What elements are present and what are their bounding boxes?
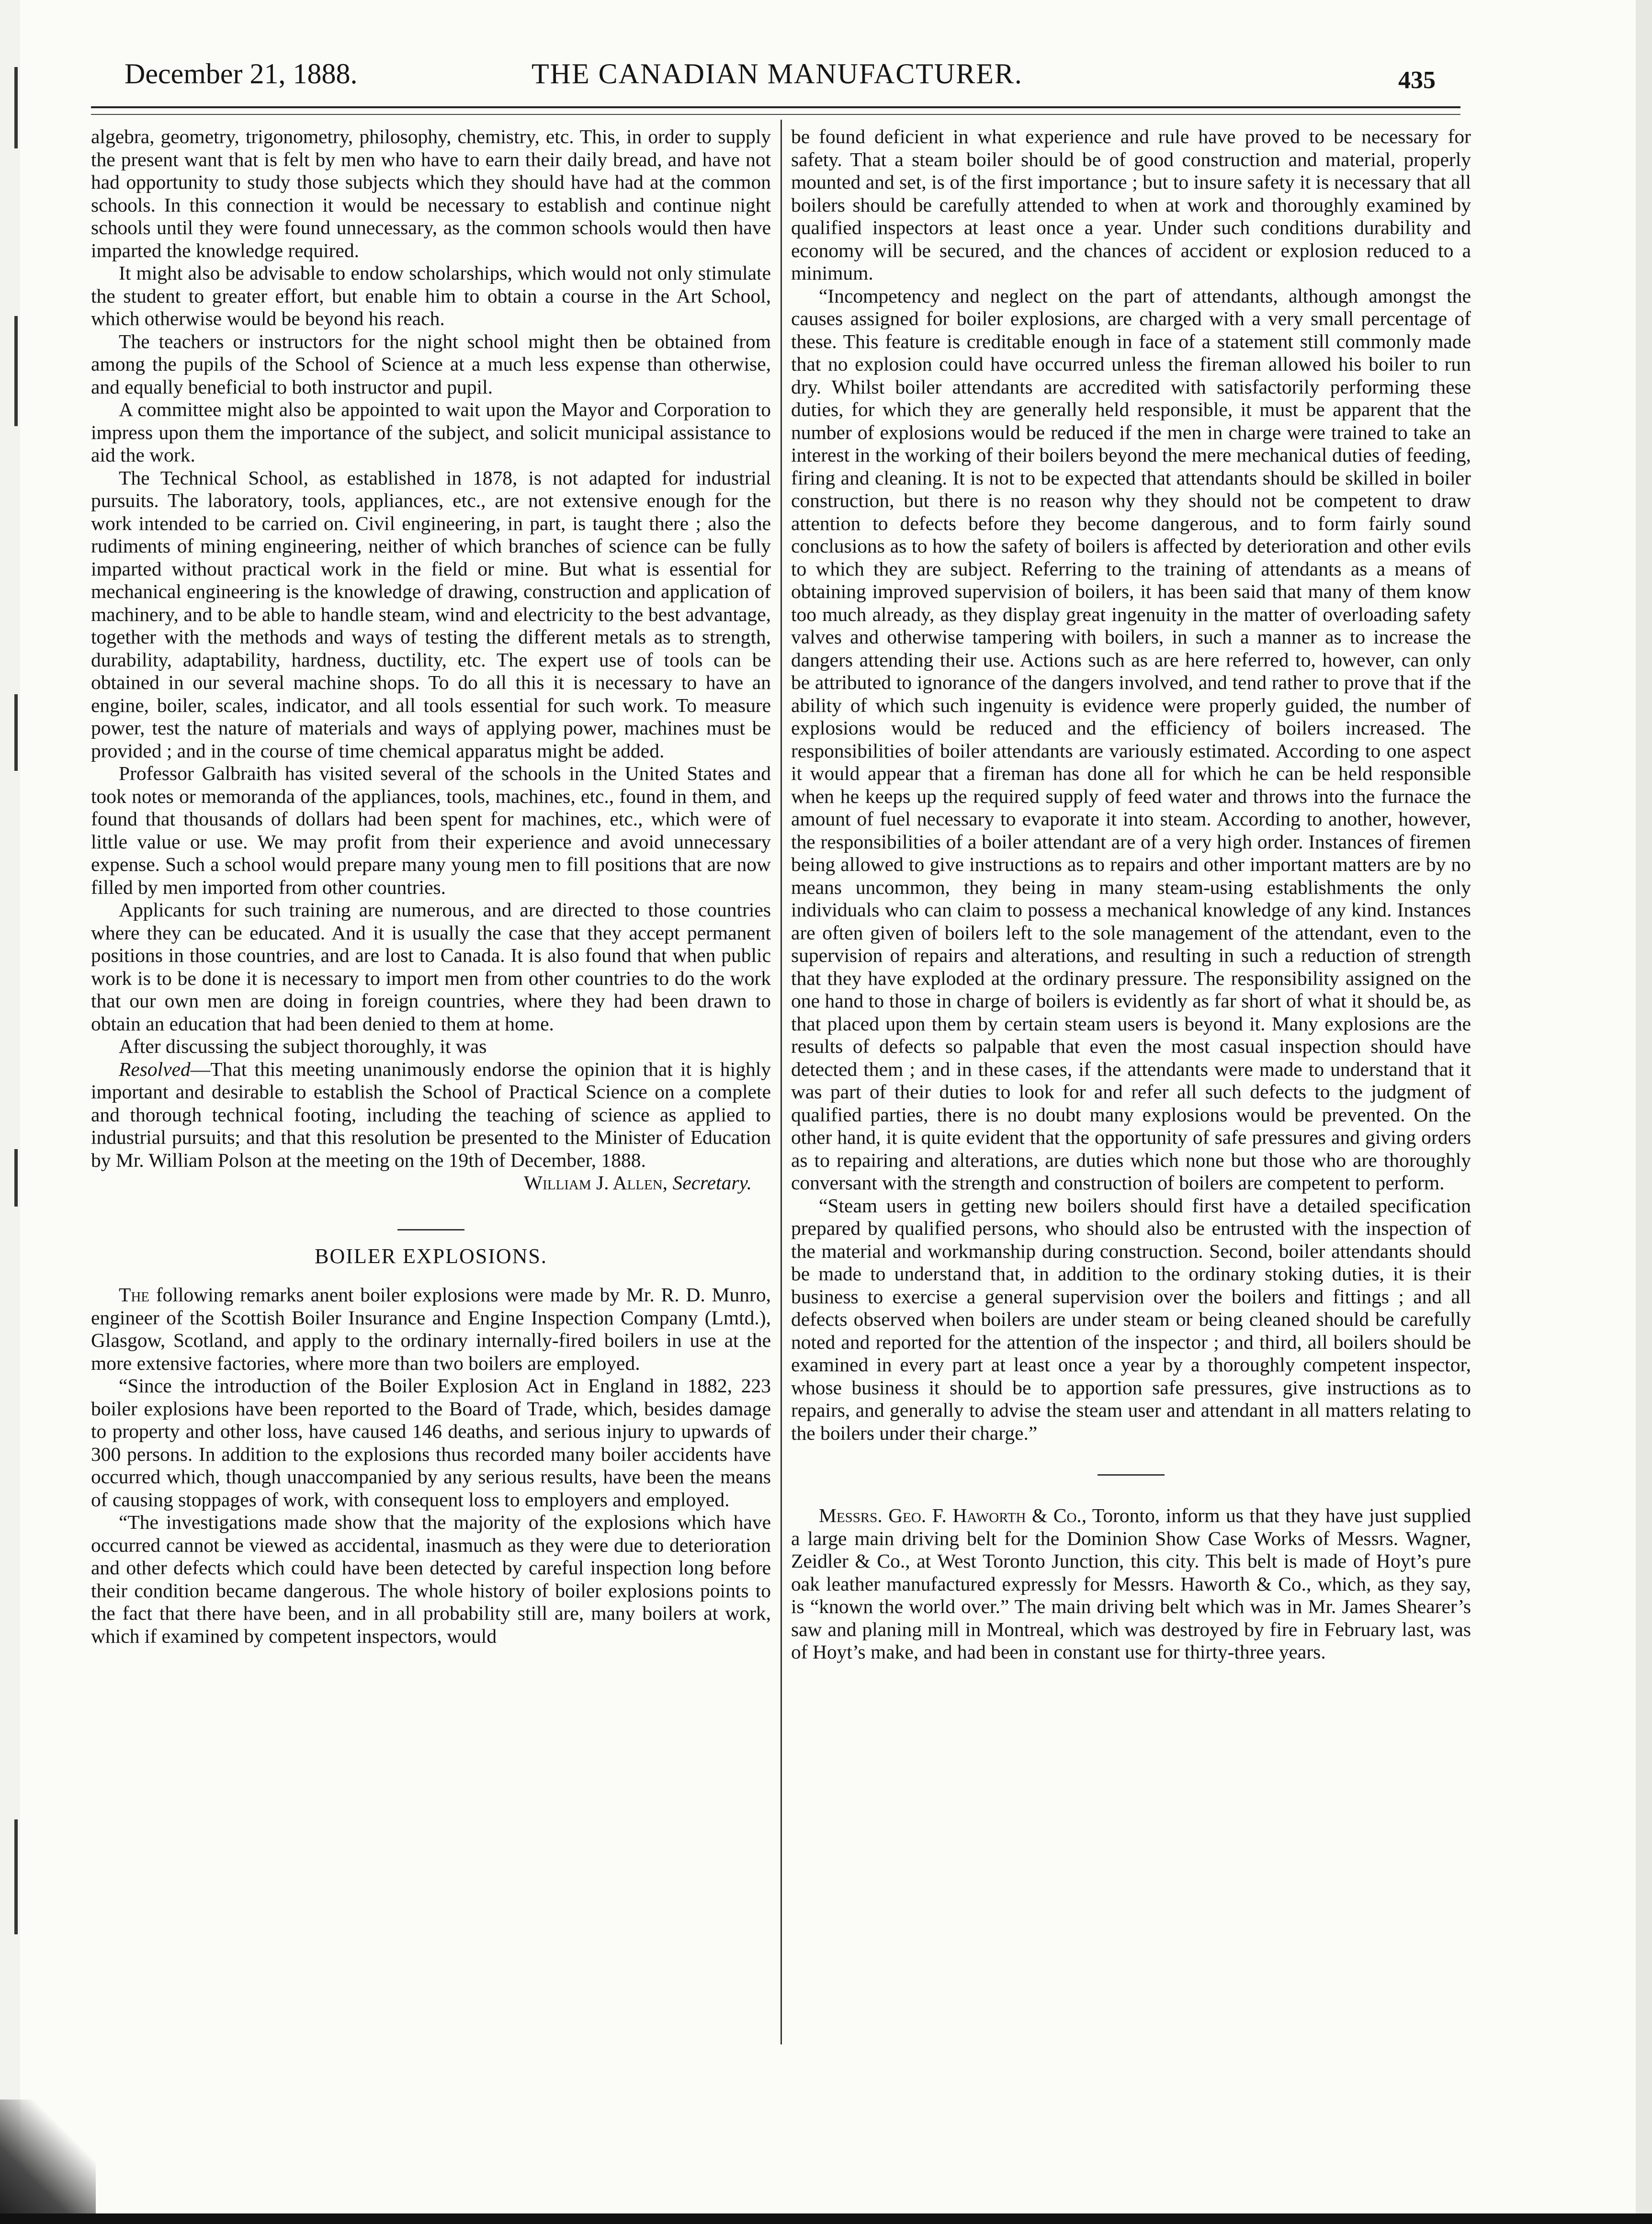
boiler-intro-text: following remarks anent boiler explosions were made by Mr. R. D. Munro, engineer of the Scottish Boiler Insurance and Engine Inspection Company (Lmtd.), Glasgow, Scotland, and apply to the ordinary internally-fired boilers in use at the more extensive factories, where more than two boilers are employed.	[91, 1284, 771, 1374]
article-paragraph: algebra, geometry, trigonometry, philosophy, chemistry, etc. This, in order to supply the present want that is felt by men who have to earn their daily bread, and have not had opportunity to study those subjects which they should have had at the common schools. In this connection it would be necessary to establish and continue night schools until they were found unnecessary, as the common schools would then have imparted the knowledge required.	[91, 125, 771, 261]
section-separator	[397, 1229, 464, 1231]
boiler-paragraph: “Since the introduction of the Boiler Explosion Act in England in 1882, 223 boiler explosions have been reported to the Board of Trade, which, besides damage to property and other loss, have caused 146 deaths, and serious injury to upwards of 300 persons. In addition to the explosions thus recorded many boiler accidents have occurred which, though unaccompanied by any serious results, have been the means of causing stoppages of work, with consequent loss to employers and employed.	[91, 1375, 771, 1511]
binding-mark	[14, 67, 18, 148]
signature-role: Secretary.	[672, 1172, 752, 1194]
page-corner-curl	[0, 2100, 96, 2224]
section-title: BOILER EXPLOSIONS.	[315, 1244, 547, 1268]
binding-mark	[14, 316, 18, 426]
column-divider	[781, 120, 782, 2044]
haworth-notice	[791, 1504, 1471, 1664]
article-paragraph: Professor Galbraith has visited several of the schools in the United States and took notes or memoranda of the appliances, tools, machines, etc., found in them, and found that thousands of dollars had been spent for machines, etc., which were of little value or use. We may profit from their experience and avoid unnecessary expense. Such a school would prepare many young men to fill positions that are now filled by men imported from other countries.	[91, 762, 771, 898]
haworth-text: Toronto, inform us that they have just supplied a large main driving belt for the Dominion Show Case Works of Messrs. Wagner, Zeidler & Co., at West Toronto Junction, this city. This belt is made of Hoyt’s pure oak leather manufactured expressly for Messrs. Haworth & Co., which, as they say, is “known the world over.” The main driving belt which was in Mr. James Shearer’s saw and planing mill in Montreal, which was destroyed by fire in February last, was of Hoyt’s make, and had been in constant use for thirty-three years.	[791, 1504, 1471, 1663]
article-paragraph: After discussing the subject thoroughly, it was	[119, 1035, 487, 1057]
header-date: December 21, 1888.	[124, 58, 358, 90]
boiler-paragraph: “Steam users in getting new boilers should first have a detailed specification prepared by qualified persons, who should also be entrusted with the inspection of the material and workmanship during construction. Second, boiler attendants should be made to understand that, in addition to the ordinary stoking duties, it is their business to exercise a general supervision over the boilers and fittings ; and all defects observed when boilers are under steam or being cleaned should be carefully noted and reported for the attention of the inspector ; and third, all boilers should be examined in every part at least once a year by a thoroughly competent inspector, whose business it should be to apportion safe pressures, give instructions as to repairs, and generally to advise the steam user and attendant in all matters relating to the boilers under their charge.”	[791, 1194, 1471, 1444]
page-number: 435	[1398, 67, 1436, 94]
binding-mark	[14, 1149, 18, 1207]
right-column	[791, 125, 1471, 1664]
resolution-paragraph	[91, 1058, 771, 1172]
page-right-edge	[1636, 0, 1652, 2224]
article-paragraph: The Technical School, as established in 1878, is not adapted for industrial pursuits. The laboratory, tools, appliances, etc., are not extensive enough for the work intended to be carried on. Civil engineering, in part, is taught there ; also the rudiments of mining engineering, neither of which branches of science can be fully imparted without practical work in the field or mine. But what is essential for mechanical engineering is the knowledge of drawing, construction and application of machinery, and to be able to handle steam, wind and electricity to the best advantage, together with the methods and ways of testing the different metals as to strength, durability, adaptability, hardness, ductility, etc. The expert use of tools can be obtained in our several machine shops. To do all this it is necessary to have an engine, boiler, scales, indicator, and all tools essential for such work. To measure power, test the nature of materials and ways of applying power, machines must be provided ; and in the course of time chemical apparatus might be added.	[91, 466, 771, 762]
left-column	[91, 125, 771, 1648]
article-paragraph: Applicants for such training are numerous, and are directed to those countries where they can be educated. And it is usually the case that they accept permanent positions in those countries, and are lost to Canada. It is also found that when public work is to be done it is necessary to import men from other countries to do the work that our own men are doing in foreign countries, where they had been drawn to obtain an education that had been denied to them at home.	[91, 899, 771, 1035]
resolved-label: Resolved	[119, 1058, 191, 1080]
header-rule	[91, 106, 1460, 108]
header-rule-thin	[91, 114, 1460, 115]
boiler-intro-lead: The	[119, 1284, 150, 1306]
binding-mark	[14, 694, 18, 771]
article-paragraph: It might also be advisable to endow scholarships, which would not only stimulate the student to greater effort, but enable him to obtain a course in the Art School, which otherwise would be beyond his reach.	[91, 262, 771, 329]
boiler-paragraph: “Incompetency and neglect on the part of attendants, although amongst the causes assigned for boiler explosions, are charged with a very small percentage of these. This feature is creditable enough in face of a statement still commonly made that no explosion could have occurred unless the fireman allowed his boiler to run dry. Whilst boiler attendants are accredited with satisfactorily performing these duties, for which they are generally held responsible, it must be apparent that the number of explosions would be reduced if the men in charge were trained to take an interest in the working of their boilers beyond the mere mechanical duties of feeding, firing and cleaning. It is not to be expected that attendants should be skilled in boiler construction, but there is no reason why they should not be competent to draw attention to defects before they become dangerous, and to form fairly sound conclusions as to how the safety of boilers is affected by deterioration and other evils to which they are subject. Referring to the training of attendants as a means of obtaining improved supervision of boilers, it has been said that many of them know too much already, as they display great ingenuity in the matter of overloading safety valves and otherwise tampering with boilers, in such a manner as to increase the dangers attending their use. Actions such as are here referred to, however, can only be attributed to ignorance of the dangers involved, and tend rather to prove that if the ability of which such ingenuity is evidence were properly guided, the number of explosions would be reduced and the efficiency of boilers increased. The responsibilities of boiler attendants are variously estimated. According to one aspect it would appear that a fireman has done all for which he can be held responsible when he keeps up the required supply of feed water and throws into the furnace the amount of fuel necessary to evaporate it into steam. According to another, however, the responsibilities of a boiler attendant are of a very high order. Instances of firemen being allowed to give instructions as to repairs and other important matters are by no means uncommon, they being in many steam-using establishments the only individuals who can claim to possess a mechanical knowledge of any kind. Instances are often given of boilers left to the sole management of the attendant, even to the supervision of repairs and alterations, and resulting in such a reduction of strength that they have exploded at the ordinary pressure. The responsibility assigned on the one hand to those in charge of boilers is evidently as far short of what it should be, as that placed upon them by certain steam users is beyond it. Many explosions are the results of defects so palpable that even the most casual inspection should have detected them ; and in these cases, if the attendants were made to understand that it was part of their duties to look for and refer all such defects to the judgment of qualified parties, there is no doubt many explosions would be prevented. On the other hand, it is quite evident that the opportunity of safe pressures and giving orders as to repairing and alterations, are duties which none but those who are thoroughly conversant with the strength and construction of boilers are competent to perform.	[791, 284, 1471, 1194]
article-paragraph: A committee might also be appointed to wait upon the Mayor and Corporation to impress upon them the importance of the subject, and solicit municipal assistance to aid the work.	[91, 398, 771, 466]
signature-name: William J. Allen,	[524, 1172, 668, 1194]
boiler-intro-paragraph	[91, 1284, 771, 1375]
signature	[91, 1172, 771, 1195]
resolution-text: —That this meeting unanimously endorse the opinion that it is highly important and desirable to establish the School of Practical Science on a complete and thorough technical footing, including the teaching of science as applied to industrial pursuits; and that this resolution be presented to the Minister of Education by Mr. William Polson at the meeting on the 19th of December, 1888.	[91, 1058, 771, 1171]
haworth-lead: Messrs. Geo. F. Haworth & Co.,	[819, 1504, 1087, 1526]
boiler-paragraph: be found deficient in what experience and rule have proved to be necessary for safety. That a steam boiler should be of good construction and material, properly mounted and set, is of the first importance ; but to insure safety it is necessary that all boilers should be carefully attended to when at work and thoroughly examined by qualified inspectors at least once a year. Under such conditions durability and economy will be secured, and the chances of accident or explosion reduced to a minimum.	[791, 125, 1471, 284]
publication-title: THE CANADIAN MANUFACTURER.	[532, 58, 1023, 90]
article-paragraph: The teachers or instructors for the night school might then be obtained from among the pupils of the School of Science at a much less expense than otherwise, and equally beneficial to both instructor and pupil.	[91, 330, 771, 398]
binding-mark	[14, 1819, 18, 1934]
section-separator	[1098, 1474, 1165, 1476]
scan-bottom-border	[0, 2213, 1652, 2224]
boiler-paragraph: “The investigations made show that the majority of the explosions which have occurred cannot be viewed as accidental, inasmuch as they were due to deterioration and other defects which could have been detected by careful inspection long before their condition became dangerous. The whole history of boiler explosions points to the fact that there have been, and in all probability still are, many boilers at work, which if examined by competent inspectors, would	[91, 1511, 771, 1647]
